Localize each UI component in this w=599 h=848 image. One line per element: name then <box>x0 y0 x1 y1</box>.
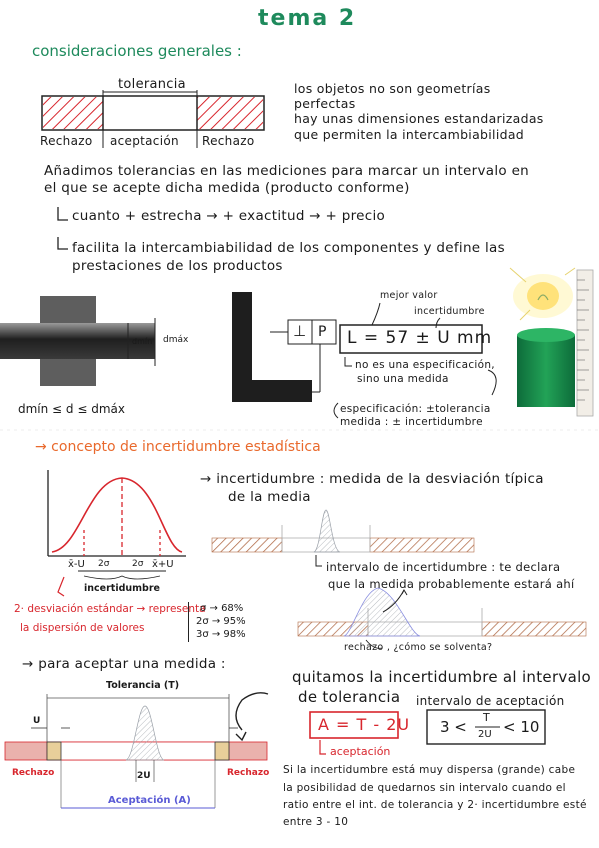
intervalo-aceptacion-label: intervalo de aceptación <box>416 694 565 708</box>
sigma-line-3: 3σ → 98% <box>196 629 246 640</box>
perpendicular-symbol: ⊥ <box>293 322 307 340</box>
bullet-2-line-2: prestaciones de los productos <box>72 258 283 274</box>
bullet-2-line-1: facilita la intercambiabilidad de los componentes y define las <box>72 240 505 256</box>
page-title: tema 2 <box>258 6 357 31</box>
uncertainty-strip-1 <box>212 510 474 566</box>
rechazo-right: Rechazo <box>227 768 270 778</box>
sino-label: sino una medida <box>357 373 449 385</box>
ratio-left: 3 < <box>440 718 467 736</box>
incertidumbre-label: incertidumbre <box>414 306 485 317</box>
bullet-hook-1 <box>58 207 68 220</box>
incert-desc-line-1: → incertidumbre : medida de la desviación típica <box>200 471 544 487</box>
inequality-label: dmín ≤ d ≤ dmáx <box>18 402 125 416</box>
medida-label: medida : ± incertidumbre <box>340 416 483 428</box>
aceptacion-label: aceptación <box>110 134 179 148</box>
aceptacion-a-label: Aceptación (A) <box>108 795 191 806</box>
rechazo-right-label: Rechazo <box>202 134 255 148</box>
ratio-denominator: 2U <box>478 729 492 740</box>
uncertainty-strip-2 <box>298 588 586 648</box>
tolerancia-t-label: Tolerancia (T) <box>106 680 180 691</box>
sigma-line-1: σ → 68% <box>200 603 244 614</box>
final-line-3: ratio entre el int. de tolerancia y 2· incertidumbre esté <box>283 799 587 811</box>
measurement-formula: L = 57 ± U mm <box>347 328 493 348</box>
note-line-1: los objetos no son geometrías <box>294 81 491 96</box>
paragraph-line-2: el que se acepte dicha medida (producto conforme) <box>44 180 410 196</box>
bullet-hook-2 <box>58 237 68 249</box>
espec-label: especificación: ±tolerancia <box>340 403 491 415</box>
aceptacion-red-label: aceptación <box>330 745 391 758</box>
u-label-left: U <box>33 716 41 726</box>
acceptance-diagram <box>5 693 268 808</box>
axis-label-xmu: x̄-U <box>68 559 85 570</box>
pencil-ruler-figure <box>510 268 593 416</box>
section-heading-incertidumbre: → concepto de incertidumbre estadística <box>35 439 321 455</box>
incertidumbre-axis-label: incertidumbre <box>84 583 160 594</box>
rechazo-question: rechazo , ¿cómo se solventa? <box>344 642 493 653</box>
dmax-label: dmáx <box>163 335 189 345</box>
axis-label-2s-b: 2σ <box>132 559 144 569</box>
axis-label-xpu: x̄+U <box>152 559 174 570</box>
ratio-numerator: T <box>483 711 490 724</box>
rechazo-left-label: Rechazo <box>40 134 93 148</box>
gaussian-graph <box>48 470 186 596</box>
bullet-1: cuanto + estrecha → + exactitud → + precio <box>72 208 386 224</box>
axis-label-2s-a: 2σ <box>98 559 110 569</box>
final-line-2: la posibilidad de quedarnos sin intervalo cuando el <box>283 782 566 794</box>
sigma-line-2: 2σ → 95% <box>196 616 246 627</box>
note-line-3: hay unas dimensiones estandarizadas <box>294 111 544 126</box>
note-line-2: perfectas <box>294 96 356 111</box>
two-u-label: 2U <box>137 771 151 781</box>
quitamos-line-1: quitamos la incertidumbre al intervalo <box>292 668 592 686</box>
intervalo-line-2: que la medida probablemente estará ahí <box>328 577 575 591</box>
sigma-brace <box>188 602 190 642</box>
mejor-valor-label: mejor valor <box>380 290 438 301</box>
datum-p-label: P <box>318 324 327 340</box>
note-line-4: que permiten la intercambiabilidad <box>294 127 525 142</box>
section-heading-aceptar: → para aceptar una medida : <box>22 656 226 672</box>
final-line-1: Si la incertidumbre está muy dispersa (grande) cabe <box>283 764 576 776</box>
no-espec-label: no es una especificación, <box>355 359 495 371</box>
section-heading-consideraciones: consideraciones generales : <box>32 42 242 60</box>
quitamos-line-2: de tolerancia <box>298 688 401 706</box>
incert-desc-line-2: de la media <box>228 489 311 505</box>
dmin-label: dmín <box>132 337 153 346</box>
final-line-4: entre 3 - 10 <box>283 816 349 828</box>
ratio-right: < 10 <box>503 718 540 736</box>
paragraph-line-1: Añadimos tolerancias en las mediciones para marcar un intervalo en <box>44 163 530 179</box>
desv-line-1: 2· desviación estándar → representa <box>14 603 206 615</box>
rechazo-left: Rechazo <box>12 768 55 778</box>
desv-line-2: la dispersión de valores <box>20 622 145 634</box>
perpendicularity-figure <box>232 292 336 402</box>
intervalo-line-1: intervalo de incertidumbre : te declara <box>326 560 561 574</box>
tolerance-label: tolerancia <box>118 77 186 92</box>
formula-a: A = T - 2U <box>318 715 411 734</box>
